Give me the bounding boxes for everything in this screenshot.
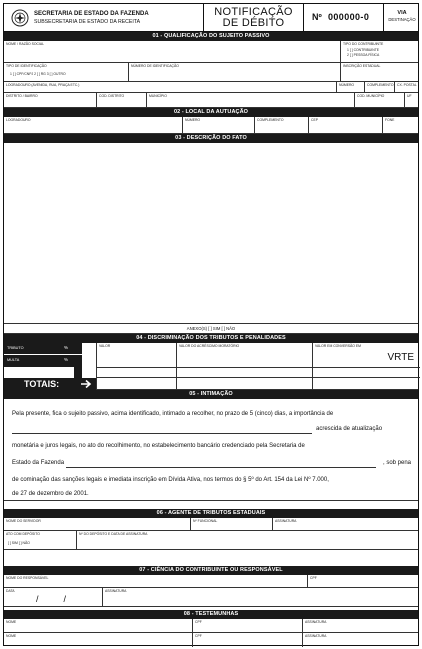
number-label: Nº (312, 12, 322, 22)
amount-line[interactable] (12, 433, 312, 434)
responsible-cpf-label: CPF (310, 576, 317, 580)
incident-street-field[interactable] (4, 117, 182, 133)
incident-complement-label: COMPLEMENTO (257, 118, 284, 122)
late-charge-column[interactable] (176, 343, 312, 389)
incident-cep-label: CEP (311, 118, 318, 122)
row-address (4, 82, 418, 93)
deposit-act-options[interactable]: [ ] SIM [ ] NÃO (8, 541, 30, 545)
debit-notification-form (3, 3, 419, 646)
intimation-line2: acrescida de atualização (316, 426, 383, 432)
fact-description-area[interactable] (4, 143, 418, 324)
taxpayer-type-option-1[interactable]: 1 [ ] CONTRIBUINTE (347, 48, 380, 52)
bank-line[interactable] (66, 467, 376, 468)
header-number-box (304, 4, 384, 32)
witness-1-name-label: NOME (6, 620, 17, 624)
agent-id-label: Nº FUNCIONAL (193, 519, 218, 523)
section-07-title: 07 - CIÊNCIA DO CONTRIBUINTE OU RESPONSÁVEL (4, 566, 418, 575)
section-01-title: 01 - QUALIFICAÇÃO DO SUJEITO PASSIVO (4, 32, 418, 41)
intimation-line5: , sob pena (383, 460, 412, 466)
form-number: 000000-0 (328, 12, 370, 22)
agent-signature-label: ASSINATURA (275, 519, 297, 523)
deposit-number-field[interactable] (76, 531, 420, 549)
org-name-line2: SUBSECRETARIA DE ESTADO DA RECEITA (34, 19, 141, 25)
incident-phone-label: FONE (385, 118, 395, 122)
intimation-line4: Estado da Fazenda (12, 460, 65, 466)
vrte-label: VRTE (387, 352, 414, 363)
state-coat-of-arms-icon (11, 9, 29, 27)
tax-label: TRIBUTO (7, 346, 24, 350)
witness-2-name-label: NOME (6, 634, 17, 638)
totals-label: TOTAIS: (24, 379, 60, 389)
section-03-title: 03 - DESCRIÇÃO DO FATO (4, 134, 418, 143)
municipality-field[interactable] (146, 93, 354, 107)
id-number-label: NÚMERO DE IDENTIFICAÇÃO (131, 64, 179, 68)
section-02-title: 02 - LOCAL DA AUTUAÇÃO (4, 108, 418, 117)
value-label: VALOR (99, 344, 111, 348)
complement-label: COMPLEMENTO (367, 83, 394, 87)
table-divider-1 (96, 367, 420, 368)
street-field[interactable] (4, 82, 336, 92)
deposit-number-label: Nº DO DEPÓSITO E DATA DE ASSINATURA (79, 532, 148, 536)
witness-1-cpf-label: CPF (195, 620, 202, 624)
municipality-code-field[interactable] (354, 93, 404, 107)
incident-complement-field[interactable] (254, 117, 308, 133)
fine-label: MULTA (7, 358, 20, 362)
row-acknowledgement (4, 588, 418, 607)
responsible-name-label: NOME DO RESPONSÁVEL (6, 576, 49, 580)
witness-2-name-field[interactable] (4, 633, 192, 647)
form-title-line2: DE DÉBITO (222, 17, 285, 29)
id-type-options[interactable]: 1 [ ] CPF/CNPJ 2 [ ] RG 3 [ ] OUTRO (10, 72, 66, 76)
name-field[interactable] (4, 41, 340, 62)
witness-1-cpf-field[interactable] (192, 619, 302, 632)
form-title-line1: NOTIFICAÇÃO (214, 6, 293, 18)
acknowledgement-date-field[interactable] (4, 588, 102, 606)
row-identification (4, 63, 418, 82)
row-attachments (4, 324, 418, 334)
intimation-text (4, 399, 418, 501)
id-type-label: TIPO DE IDENTIFICAÇÃO (6, 64, 47, 68)
po-box-label: CX. POSTAL (397, 83, 417, 87)
value-column[interactable] (96, 343, 176, 389)
conversion-column[interactable] (312, 343, 420, 389)
form-header (4, 4, 418, 32)
section-08-title: 08 - TESTEMUNHAS (4, 610, 418, 619)
header-title-box (204, 4, 304, 32)
section-04-title: 04 - DISCRIMINAÇÃO DOS TRIBUTOS E PENALIDADES (4, 334, 418, 343)
table-divider-2 (96, 377, 420, 378)
uf-field[interactable] (404, 93, 420, 107)
witness-2-cpf-field[interactable] (192, 633, 302, 647)
row-deposit (4, 531, 418, 550)
incident-number-field[interactable] (182, 117, 254, 133)
district-label: DISTRITO / BAIRRO (6, 94, 38, 98)
row-name (4, 41, 418, 63)
id-number-field[interactable] (128, 63, 340, 81)
arrow-right-icon (80, 379, 92, 389)
intimation-line1: Pela presente, fica o sujeito passivo, acima identificado, intimado a recolher, no prazo de 5 (cinco) dias, a importância de (12, 411, 334, 417)
section-05-title: 05 - INTIMAÇÃO (4, 390, 418, 399)
state-registration-label: INSCRIÇÃO ESTADUAL (343, 64, 381, 68)
taxpayer-type-label: TIPO DO CONTRIBUINTE (343, 42, 384, 46)
fine-row-header (4, 355, 82, 367)
agent-id-field[interactable] (190, 518, 272, 530)
deposit-act-label: ATO COM DEPÓSITO (6, 532, 40, 536)
taxpayer-type-option-2[interactable]: 2 [ ] PESSOA FÍSICA (347, 53, 380, 57)
witness-row-2 (4, 633, 418, 647)
district-field[interactable] (4, 93, 96, 107)
via-label: VIA (397, 10, 407, 16)
witness-1-signature-label: ASSINATURA (305, 620, 327, 624)
responsible-signature-label: ASSINATURA (105, 589, 127, 593)
row-incident-location (4, 117, 418, 134)
destination-label: DESTINAÇÃO (388, 17, 416, 22)
street-label: LOGRADOURO (AVENIDA, RUA, PRAÇA ETC.) (6, 83, 80, 87)
header-org-box (4, 4, 204, 32)
taxes-table (4, 343, 418, 390)
municipality-label: MUNICÍPIO (149, 94, 167, 98)
section-06-title: 06 - AGENTE DE TRIBUTOS ESTADUAIS (4, 509, 418, 518)
header-via-box (384, 4, 420, 32)
responsible-signature-field[interactable] (102, 588, 420, 606)
agent-name-label: NOME DO SERVIDOR (6, 519, 41, 523)
totals-box (4, 378, 96, 390)
late-charge-label: VALOR DO ACRÉSCIMO MORATÓRIO (179, 344, 240, 348)
fine-percent-label: % (64, 357, 69, 362)
street-number-field[interactable] (336, 82, 364, 92)
intimation-line3: monetária e juros legais, no ato do recolhimento, no estabelecimento bancário credenciado pela Secretaria de (12, 443, 305, 449)
row-responsible (4, 575, 418, 588)
witness-1-signature-field[interactable] (302, 619, 420, 632)
row-agent (4, 518, 418, 531)
street-number-label: NÚMERO (339, 83, 355, 87)
intimation-line7: de 27 de dezembro de 2001. (12, 491, 89, 497)
district-code-field[interactable] (96, 93, 146, 107)
conversion-label: VALOR EM CONVERSÃO EM (315, 344, 361, 348)
district-code-label: COD. DISTRITO (99, 94, 125, 98)
witness-2-cpf-label: CPF (195, 634, 202, 638)
name-label: NOME / RAZÃO SOCIAL (6, 42, 45, 46)
incident-cep-field[interactable] (308, 117, 382, 133)
state-registration-field[interactable] (340, 63, 420, 81)
uf-label: UF (407, 94, 412, 98)
org-name-line1: SECRETARIA DE ESTADO DA FAZENDA (34, 11, 149, 17)
tax-row-header (4, 343, 82, 355)
incident-number-label: NÚMERO (185, 118, 201, 122)
witness-2-signature-field[interactable] (302, 633, 420, 647)
po-box-field[interactable] (394, 82, 420, 92)
date-separators: / / (36, 594, 67, 604)
agent-signature-field[interactable] (272, 518, 420, 530)
row-district (4, 93, 418, 108)
intimation-line6: de cominação das sanções legais e imediata inscrição em Dívida Ativa, nos termos do § 5º do Art. 154 da Lei Nº 7.000, (12, 477, 329, 483)
witness-2-signature-label: ASSINATURA (305, 634, 327, 638)
attachments-options[interactable]: ANEXO(S) [ ] SIM [ ] NÃO (186, 326, 236, 331)
acknowledgement-date-label: DATA (6, 589, 15, 593)
responsible-name-field[interactable] (4, 575, 307, 587)
deposit-act-field[interactable] (4, 531, 76, 549)
witness-row-1 (4, 619, 418, 633)
complement-field[interactable] (364, 82, 394, 92)
incident-phone-field[interactable] (382, 117, 420, 133)
agent-name-field[interactable] (4, 518, 190, 530)
taxpayer-type-field[interactable] (340, 41, 420, 62)
tax-percent-label: % (64, 345, 69, 350)
id-type-field[interactable] (4, 63, 128, 81)
incident-street-label: LOGRADOURO (6, 118, 31, 122)
responsible-cpf-field[interactable] (307, 575, 420, 587)
witness-1-name-field[interactable] (4, 619, 192, 632)
municipality-code-label: COD. MUNICÍPIO (357, 94, 385, 98)
